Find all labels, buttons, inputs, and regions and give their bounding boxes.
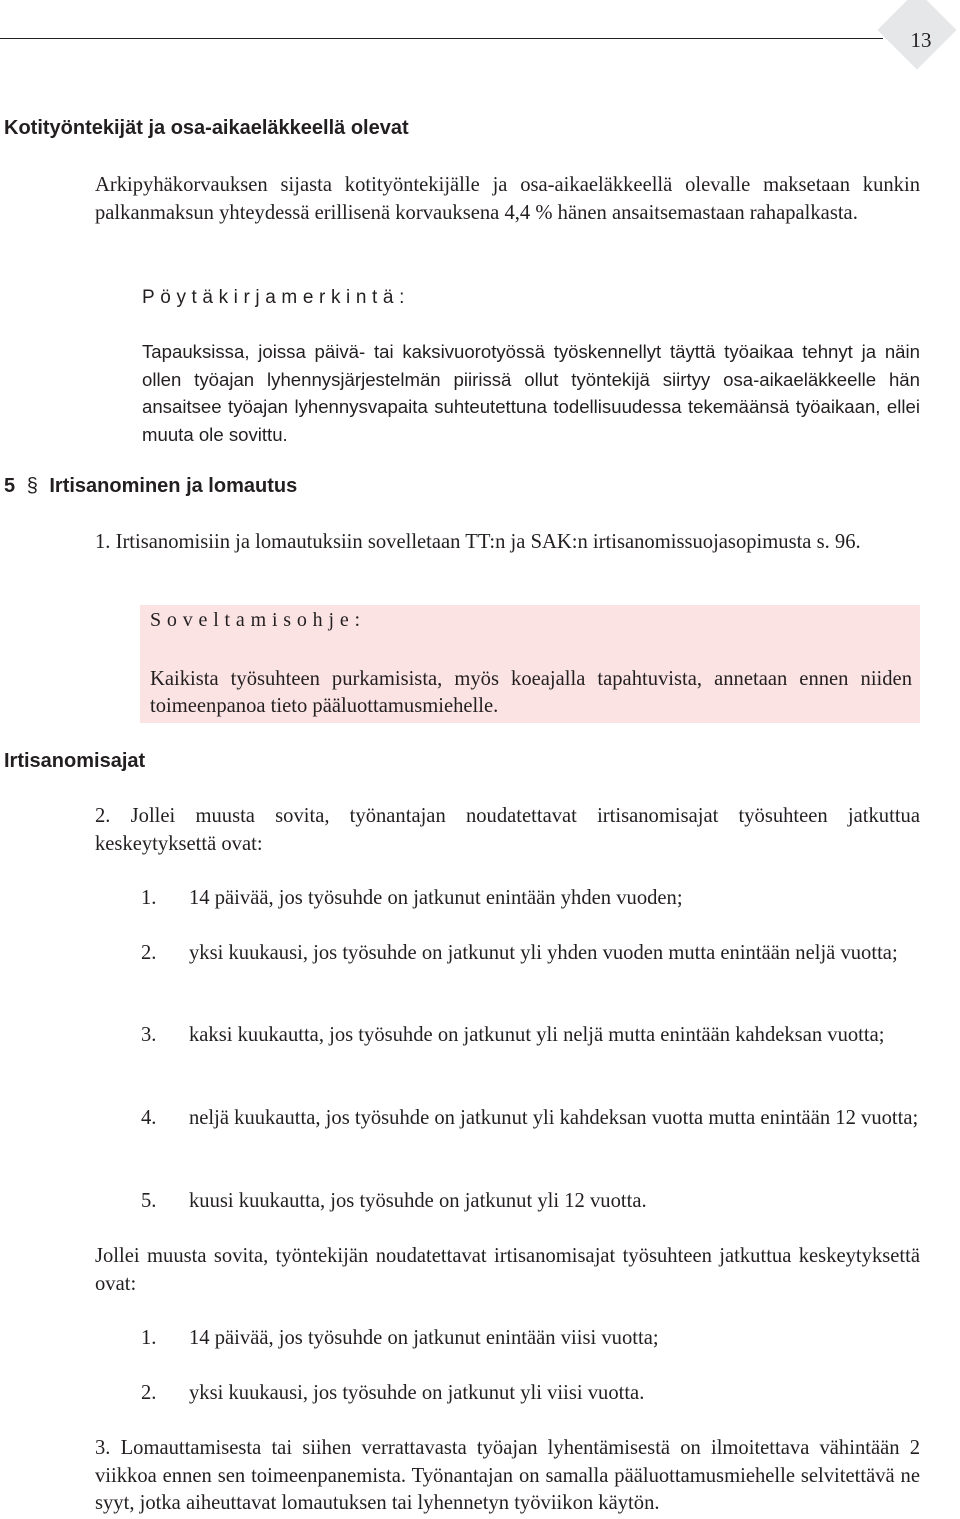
list-number: 1. xyxy=(141,1327,157,1349)
list-number: 2. xyxy=(141,942,157,964)
page-number: 13 xyxy=(910,28,932,52)
guide-text: Kaikista työsuhteen purkamisista, myös koeajalla tapahtuvista, annetaan ennen niiden toimeenpanoa tieto pääluottamusmiehelle. xyxy=(150,668,912,717)
list-number: 5. xyxy=(141,1190,157,1212)
section-heading-kotityontekijat: Kotityöntekijät ja osa-aikaeläkkeellä olevat xyxy=(4,117,409,139)
list-item: neljä kuukautta, jos työsuhde on jatkunut yli kahdeksan vuotta mutta enintään 12 vuotta; xyxy=(189,1107,919,1129)
note-text-poytakirjamerkinta: Tapauksissa, joissa päivä- tai kaksivuorotyössä työskennellyt täyttä työaikaa tehnyt ja näin ollen työajan lyhennysjärjestelmän piirissä ollut työntekijä siirtyy osa-aikaeläkkeelle hän ansaitsee työajan lyhennysvapaita suhteutettuna todellisuudessa tekemäänsä työaikaan, ellei muuta ole sovittu. xyxy=(142,341,920,445)
list-number: 4. xyxy=(141,1107,157,1129)
paragraph-item-2: 2. Jollei muusta sovita, työnantajan noudatettavat irtisanomisajat työsuhteen jatkuttua keskeytyksettä ovat: xyxy=(95,805,920,855)
list-item: kaksi kuukautta, jos työsuhde on jatkunut yli neljä mutta enintään kahdeksan vuotta; xyxy=(189,1024,885,1046)
side-heading-irtisanomisajat: Irtisanomisajat xyxy=(4,750,146,772)
paragraph-item-3: 3. Lomauttamisesta tai siihen verrattavasta työajan lyhentämisestä on ilmoitettava vähintään 2 viikkoa ennen sen toimeenpanemista. Työnantajan on samalla pääluottamusmiehelle selvitettävä ne syyt, jotka aiheuttavat lomautuksen tai lyhennetyn työviikon käytön. xyxy=(95,1437,920,1514)
section-heading-5 xyxy=(4,475,297,498)
list-number: 2. xyxy=(141,1382,157,1404)
paragraph-item-1: 1. Irtisanomisiin ja lomautuksiin sovelletaan TT:n ja SAK:n irtisanomissuojasopimusta s. 96. xyxy=(95,531,861,553)
list-item: kuusi kuukautta, jos työsuhde on jatkunut yli 12 vuotta. xyxy=(189,1190,647,1212)
section-number: 5 xyxy=(4,475,16,497)
list-number: 3. xyxy=(141,1024,157,1046)
header-rule xyxy=(0,38,883,39)
list-item: 14 päivää, jos työsuhde on jatkunut enintään yhden vuoden; xyxy=(189,887,683,909)
note-label-poytakirjamerkinta: Pöytäkirjamerkintä: xyxy=(142,287,410,308)
list-item: yksi kuukausi, jos työsuhde on jatkunut yli viisi vuotta. xyxy=(189,1382,645,1404)
guide-label: Soveltamisohje: xyxy=(150,609,366,631)
list-item: 14 päivää, jos työsuhde on jatkunut enintään viisi vuotta; xyxy=(189,1327,659,1349)
list-item: yksi kuukausi, jos työsuhde on jatkunut yli yhden vuoden mutta enintään neljä vuotta; xyxy=(189,942,898,964)
list-number: 1. xyxy=(141,887,157,909)
section-title: Irtisanominen ja lomautus xyxy=(49,475,298,497)
paragraph-employee-intro: Jollei muusta sovita, työntekijän noudatettavat irtisanomisajat työsuhteen jatkuttua keskeytyksettä ovat: xyxy=(95,1245,920,1295)
paragraph-arkipyhakorvaus: Arkipyhäkorvauksen sijasta kotityöntekijälle ja osa-aikaeläkkeellä olevalle maksetaan kunkin palkanmaksun yhteydessä erillisenä korvauksena 4,4 % hänen ansaitsemastaan rahapalkasta. xyxy=(95,174,920,224)
section-symbol: § xyxy=(26,475,38,497)
